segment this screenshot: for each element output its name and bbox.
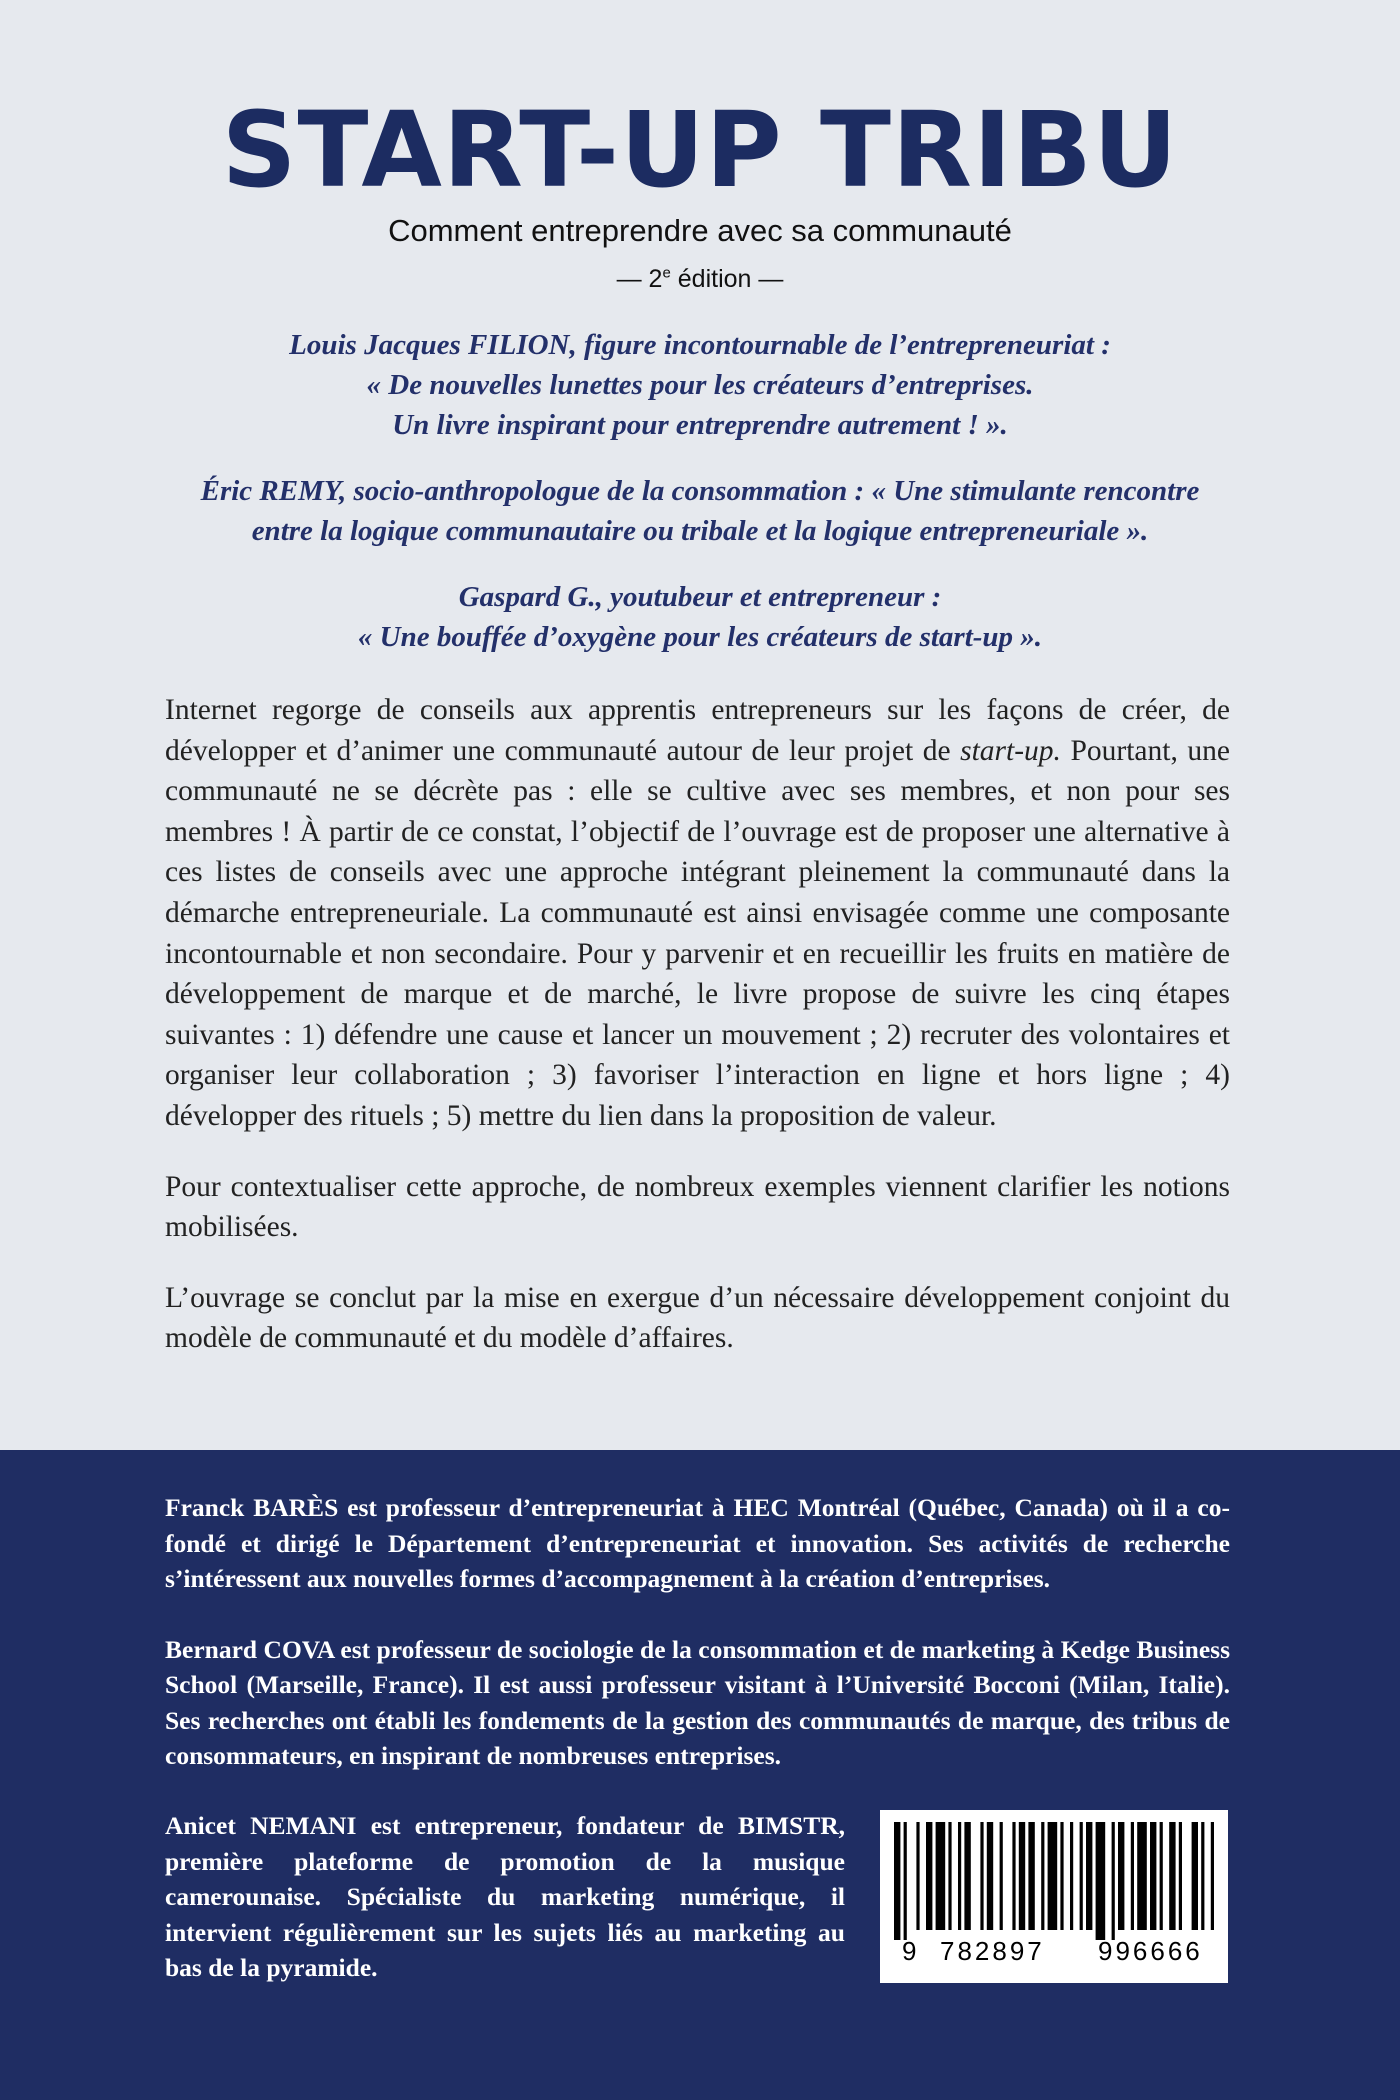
description-paragraph-2: Pour contextualiser cette approche, de nombreux exemples viennent clarifier les notions mobilisées. bbox=[165, 1170, 1230, 1244]
barcode-bar bbox=[1096, 1822, 1106, 1940]
barcode-bar bbox=[1137, 1822, 1147, 1930]
book-title: START-UP TRIBU bbox=[221, 89, 1179, 211]
isbn-number bbox=[880, 1934, 1228, 1974]
barcode-bar bbox=[987, 1822, 993, 1930]
barcode-bar bbox=[948, 1822, 951, 1930]
barcode-bar bbox=[1131, 1822, 1134, 1930]
endorsement-line: entre la logique communautaire ou tribale et la logique entrepreneuriale ». bbox=[251, 515, 1149, 547]
edition-superscript: e bbox=[662, 264, 671, 282]
barcode-bar bbox=[894, 1822, 900, 1940]
endorsement-line: Gaspard G., youtubeur et entrepreneur : bbox=[458, 581, 942, 613]
description-p1-end: Pourtant, une communauté ne se décrète pas : elle se cultive avec ses membres, et non pour ses membres ! À partir de ce constat, l’objectif de l’ouvrage est de proposer une alternative à ces listes de conseils avec une approche intégrant pleinement la communauté dans la démarche entrepreneuriale. La communauté est ainsi envisagée comme une composante incontournable et non secondaire. Pour y parvenir et en recueillir les fruits en matière de développement de marque et de marché, le livre propose de suivre les cinq étapes suivantes : 1) défendre une cause et lancer un mouvement ; 2) recruter des volontaires et organiser leur collaboration ; 3) favoriser l’interaction en ligne et hors ligne ; 4) développer des rituels ; 5) mettre du lien dans la proposition de valeur. bbox=[165, 734, 1230, 1132]
isbn-first-digit: 9 bbox=[902, 1936, 920, 1966]
endorsement-line: Éric REMY, socio-anthropologue de la consommation : « Une stimulante rencontre bbox=[200, 475, 1200, 507]
isbn-barcode bbox=[880, 1810, 1228, 1983]
barcode-bar bbox=[1192, 1822, 1198, 1930]
author-bios bbox=[165, 1490, 1230, 1809]
description-p1-italic: start-up. bbox=[960, 734, 1061, 767]
barcode-bar bbox=[964, 1822, 970, 1930]
edition-suffix: édition — bbox=[670, 265, 784, 293]
barcode-bar bbox=[1160, 1822, 1163, 1930]
barcode-bar bbox=[1179, 1822, 1182, 1930]
barcode-bar bbox=[1048, 1822, 1058, 1930]
barcode-bar bbox=[936, 1822, 946, 1930]
barcode-bar bbox=[1150, 1822, 1156, 1930]
endorsements bbox=[100, 325, 1300, 683]
book-subtitle: Comment entreprendre avec sa communauté bbox=[388, 213, 1012, 248]
barcode-bar bbox=[904, 1822, 907, 1940]
barcode-bar bbox=[1112, 1822, 1115, 1940]
endorsement-line: « Une bouffée d’oxygène pour les créateurs de start-up ». bbox=[357, 621, 1043, 653]
description-p1-start: Internet regorge de conseils aux apprentis entrepreneurs sur les façons de créer, de développer et d’animer une communauté autour de leur projet de bbox=[165, 694, 1230, 767]
endorsement-line: Louis Jacques FILION, figure incontournable de l’entrepreneuriat : bbox=[289, 329, 1111, 361]
book-description bbox=[165, 690, 1230, 1389]
barcode-bar bbox=[1118, 1822, 1124, 1930]
bio-nemani: Anicet NEMANI est entrepreneur, fondateur de BIMSTR, première plateforme de promotion de la musique camerounaise. Spécialiste du marketing numérique, il intervient régulièrement sur les sujets liés au marketing au bas de la pyramide. bbox=[165, 1811, 845, 1982]
endorsement-remy bbox=[100, 471, 1300, 551]
description-paragraph-3: L’ouvrage se conclut par la mise en exergue d’un nécessaire développement conjoint du modèle de communauté et du modèle d’affaires. bbox=[165, 1281, 1230, 1355]
barcode-bar bbox=[1060, 1822, 1063, 1930]
barcode-bar bbox=[1169, 1822, 1175, 1930]
bio-bares: Franck BARÈS est professeur d’entrepreneuriat à HEC Montréal (Québec, Canada) où il a co-fondé et dirigé le Département d’entrepreneuriat et innovation. Ses activités de recherche s’intéressent aux nouvelles formes d’accompagnement à la création d’entreprises. bbox=[165, 1493, 1230, 1593]
barcode-bar bbox=[1019, 1822, 1025, 1930]
description-paragraph-1 bbox=[165, 690, 1230, 1137]
edition-prefix: — 2 bbox=[616, 265, 663, 293]
barcode-bar bbox=[1028, 1822, 1034, 1930]
barcode-bar bbox=[1041, 1822, 1044, 1930]
barcode-bar bbox=[1080, 1822, 1083, 1930]
edition-label bbox=[0, 264, 1400, 294]
barcode-bar bbox=[916, 1822, 919, 1930]
barcode-bar bbox=[1012, 1822, 1015, 1930]
barcode-bar bbox=[926, 1822, 932, 1930]
endorsement-filion bbox=[100, 325, 1300, 445]
barcode-bar bbox=[1086, 1822, 1092, 1930]
endorsement-gaspard bbox=[100, 577, 1300, 657]
endorsement-line: Un livre inspirant pour entreprendre autrement ! ». bbox=[392, 409, 1008, 441]
barcode-bar bbox=[980, 1822, 983, 1930]
endorsement-line: « De nouvelles lunettes pour les créateurs d’entreprises. bbox=[366, 369, 1034, 401]
barcode-bar bbox=[1000, 1822, 1003, 1930]
isbn-group-2: 996666 bbox=[1098, 1936, 1203, 1966]
isbn-group-1: 782897 bbox=[940, 1936, 1045, 1966]
barcode-bar bbox=[1201, 1822, 1204, 1930]
bio-cova: Bernard COVA est professeur de sociologie de la consommation et de marketing à Kedge Business School (Marseille, France). Il est aussi professeur visitant à l’Université Bocconi (Milan, Italie). Ses recherches ont établi les fondements de la gestion des communautés de marque, des tribus de consommateurs, en inspirant de nombreuses entreprises. bbox=[165, 1634, 1230, 1770]
barcode-bar bbox=[1070, 1822, 1073, 1930]
barcode-bar bbox=[958, 1822, 961, 1930]
barcode-bar bbox=[1211, 1822, 1214, 1930]
